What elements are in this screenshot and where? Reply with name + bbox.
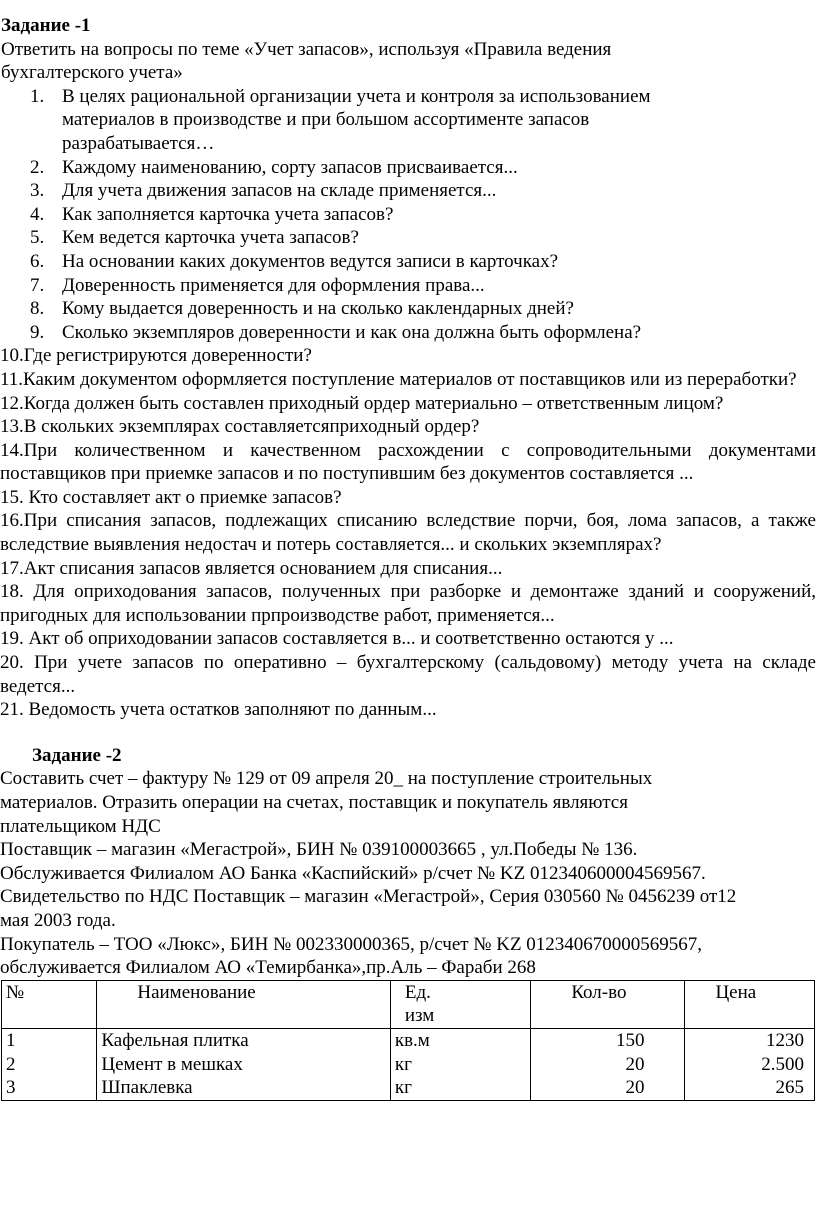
question-number: 5. [30,227,45,249]
question-item-19: 19. Акт об оприходовании запасов составляется в... и соответственно остаются у ... [0,628,674,650]
question-item-11: 11.Каким документом оформляется поступление материалов от поставщиков или из переработки? [0,368,797,390]
question-item-16: 16.При списания запасов, подлежащих списанию вследствие порчи, боя, лома запасов, а также вследствие выявления недостач и потерь составляется... и скольких экземплярах? [0,510,816,556]
question-item [0,203,816,227]
row-num: 1 [6,1029,16,1051]
question-item [0,321,816,345]
row-qty: 150 [615,1029,645,1051]
question-text: Каждому наименованию, сорту запасов присваивается... [62,156,518,178]
cell-name [97,1028,391,1100]
task2-line: плательщиком НДС [0,815,161,837]
question-text: материалов в производстве и при большом ассортименте запасов [62,109,590,131]
task1-intro-line-2: бухгалтерского учета» [1,62,183,84]
section-gap [0,722,816,744]
task2-line: Свидетельство по НДС Поставщик – магазин «Мегастрой», Серия 030560 № 0456239 от12 [0,886,737,908]
row-name: Кафельная плитка [101,1029,249,1051]
cell-unit [390,1028,530,1100]
task2-line: материалов. Отразить операции на счетах, поставщик и покупатель являются [0,792,628,813]
cell-num [2,1028,97,1100]
question-number: 9. [30,321,45,343]
task1-intro-line-1: Ответить на вопросы по теме «Учет запасов», используя «Правила ведения [1,38,612,60]
question-item [0,297,816,321]
row-qty: 20 [625,1077,645,1099]
row-qty: 20 [625,1053,645,1075]
question-text: Кем ведется карточка учета запасов? [62,227,359,249]
task2-line: Обслуживается Филиалом АО Банка «Каспийский» р/счет № KZ 012340600004569567. [0,862,706,884]
header-unit-line-1: Ед. [404,981,431,1003]
question-text: разрабатывается… [62,132,215,154]
header-qty: Кол-во [531,980,685,1028]
question-item-17: 17.Акт списания запасов является основанием для списания... [0,557,503,579]
row-price: 1230 [766,1029,804,1051]
question-number: 7. [30,274,45,296]
question-text: Для учета движения запасов на складе применяется... [62,180,497,202]
task2-line: обслуживается Филиалом АО «Темирбанка»,пр.Аль – Фараби 268 [0,957,536,979]
question-item [0,226,816,250]
task1-question-list [0,85,816,345]
question-item-21: 21. Ведомость учета остатков заполняют по данным... [0,699,437,721]
question-item-13: 13.В скольких экземплярах составляетсяприходный ордер? [0,416,480,438]
row-unit: кв.м [394,1029,430,1051]
header-price: Цена [685,980,815,1028]
table-row [2,1028,815,1100]
materials-table [1,980,815,1101]
row-price: 265 [775,1077,804,1099]
question-item [0,85,816,156]
header-unit-line-2: изм [404,1005,435,1027]
cell-qty [531,1028,685,1100]
question-item-10: 10.Где регистрируются доверенности? [0,345,312,367]
cell-price [685,1028,815,1100]
question-item [0,274,816,298]
question-number: 8. [30,298,45,320]
question-item-12: 12.Когда должен быть составлен приходный ордер материально – ответственным лицом? [0,392,724,414]
question-number: 6. [30,250,45,272]
question-text: Доверенность применяется для оформления права... [62,274,485,296]
question-item [0,156,816,180]
header-num: № [2,980,97,1028]
question-number: 4. [30,203,45,225]
question-text: В целях рациональной организации учета и контроля за использованием [62,85,651,107]
question-item-15: 15. Кто составляет акт о приемке запасов? [0,486,342,508]
task2-line: Поставщик – магазин «Мегастрой», БИН № 039100003665 , ул.Победы № 136. [0,839,638,861]
question-text: На основании каких документов ведутся записи в карточках? [62,250,559,272]
question-item [0,250,816,274]
document-page [0,14,816,1101]
task2-line: Составить счет – фактуру № 129 от 09 апреля 20_ на поступление строительных [0,768,653,790]
task2-line: мая 2003 года. [0,909,116,931]
question-number: 2. [30,156,45,178]
header-unit [390,980,530,1028]
question-number: 3. [30,180,45,202]
row-name: Шпаклевка [101,1077,193,1099]
task2-line: Покупатель – ТОО «Люкс», БИН № 002330000365, р/счет № KZ 012340670000569567, [0,933,703,955]
row-name: Цемент в мешках [101,1053,243,1075]
task1-title: Задание -1 [1,15,91,36]
question-item [0,179,816,203]
row-price: 2.500 [761,1053,804,1075]
header-name: Наименование [97,980,391,1028]
question-text: Кому выдается доверенность и на сколько каклендарных дней? [62,298,574,320]
question-item-18: 18. Для оприходования запасов, полученных при разборке и демонтаже зданий и сооружений, пригодных для использовании прпроизводстве работ, применяется... [0,581,816,626]
question-item-14: 14.При количественном и качественном расхождении с сопроводительными документами поставщиков при приемке запасов и по поступившим без документов составляется ... [0,439,816,485]
question-number: 1. [30,85,45,107]
table-header-row [2,980,815,1028]
row-unit: кг [394,1053,412,1075]
task2-section [0,744,816,980]
question-text: Как заполняется карточка учета запасов? [62,203,394,225]
question-text: Сколько экземпляров доверенности и как она должна быть оформлена? [62,321,642,343]
row-num: 2 [6,1053,16,1075]
task2-title: Задание -2 [32,744,122,766]
row-num: 3 [6,1077,16,1099]
row-unit: кг [394,1077,412,1099]
question-item-20: 20. При учете запасов по оперативно – бухгалтерскому (сальдовому) методу учета на складе ведется... [0,652,816,697]
